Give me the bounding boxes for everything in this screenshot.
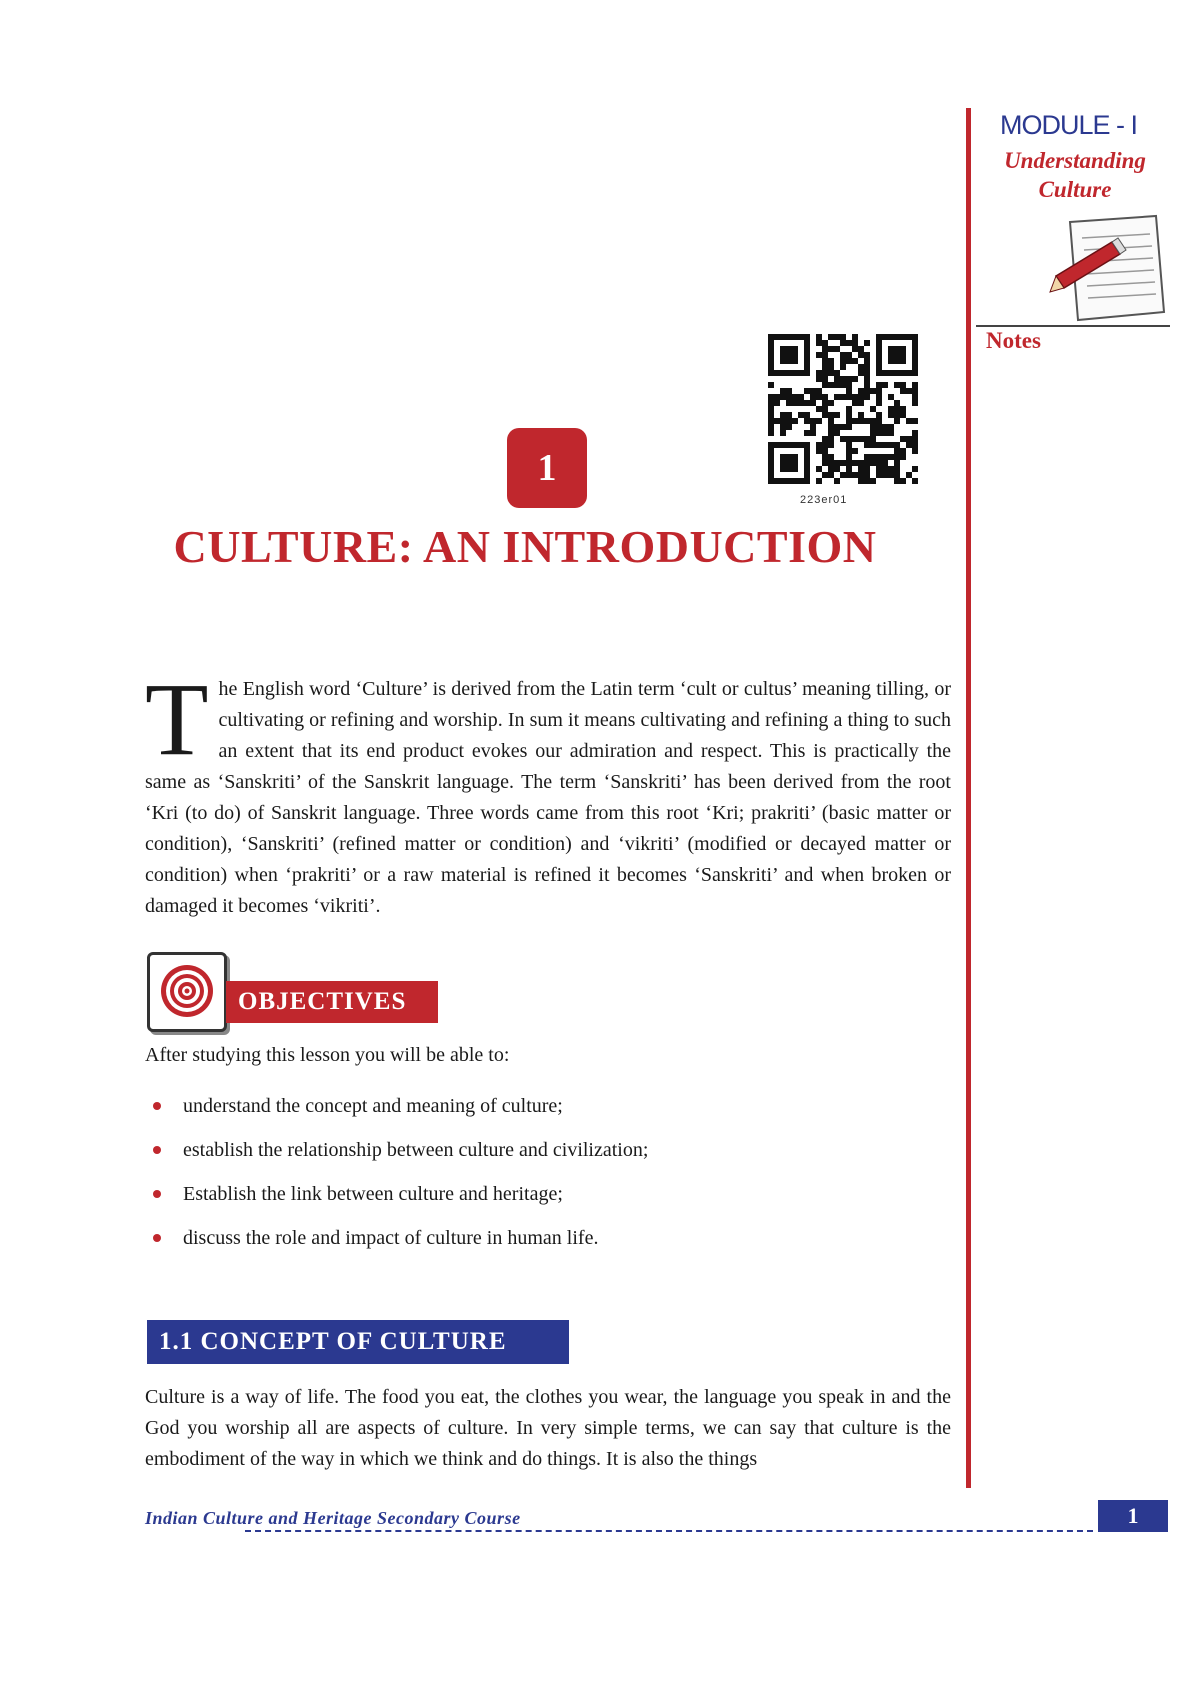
objective-text: establish the relationship between culture and civilization; [183, 1139, 649, 1161]
drop-cap: T [145, 662, 209, 777]
intro-text: he English word ‘Culture’ is derived from the Latin term ‘cult or cultus’ meaning tilling, or cultivating or refining and worship. In sum it means cultivating and refining a thing to such an extent that its end product evokes our admiration and respect. This is practically the same as ‘Sanskriti’ of the Sanskrit language. The term ‘Sanskriti’ has been derived from the root ‘Kri (to do) of Sanskrit language. Three words came from this root ‘Kri; prakriti’ (basic matter or condition), ‘Sanskriti’ (refined matter or condition) and ‘vikriti’ (modified or decayed matter or condition) when ‘prakriti’ or a raw material is refined it becomes ‘Sanskriti’ and when broken or damaged it becomes ‘vikriti’. [145, 678, 951, 917]
notepad-pencil-icon [1048, 212, 1168, 337]
footer-dashed-rule [245, 1530, 1093, 1532]
bullet-icon [153, 1234, 161, 1242]
target-icon [147, 952, 227, 1032]
footer-course-title: Indian Culture and Heritage Secondary Course [145, 1508, 521, 1528]
page-number: 1 [1098, 1500, 1168, 1532]
module-subtitle [985, 146, 1165, 204]
objectives-list [145, 1092, 945, 1268]
list-item [145, 1180, 945, 1224]
module-subtitle-line1: Understanding [1004, 148, 1146, 173]
objectives-heading: OBJECTIVES [226, 981, 438, 1023]
objectives-intro: After studying this lesson you will be able to: [145, 1044, 510, 1066]
notes-divider [976, 325, 1170, 327]
qr-code-label: 223er01 [800, 494, 848, 506]
list-item [145, 1136, 945, 1180]
intro-paragraph [145, 662, 951, 922]
list-item [145, 1224, 945, 1268]
module-subtitle-line2: Culture [1038, 177, 1112, 202]
qr-code[interactable] [768, 334, 918, 484]
bullet-icon [153, 1102, 161, 1110]
list-item [145, 1092, 945, 1136]
bullet-icon [153, 1190, 161, 1198]
module-label: MODULE - I [1000, 110, 1138, 140]
objective-text: understand the concept and meaning of culture; [183, 1095, 563, 1117]
sidebar-rule [966, 108, 971, 1488]
section-paragraph: Culture is a way of life. The food you eat, the clothes you wear, the language you speak in and the God you worship all are aspects of culture. In very simple terms, we can say that culture is the embodiment of the way in which we think and do things. It is also the things [145, 1386, 951, 1470]
chapter-number: 1 [507, 428, 587, 508]
chapter-title: CULTURE: AN INTRODUCTION [173, 521, 877, 572]
bullet-icon [153, 1146, 161, 1154]
objective-text: discuss the role and impact of culture in human life. [183, 1227, 599, 1249]
objective-text: Establish the link between culture and heritage; [183, 1183, 563, 1205]
notes-label: Notes [986, 328, 1041, 353]
section-heading: 1.1 CONCEPT OF CULTURE [147, 1320, 569, 1364]
